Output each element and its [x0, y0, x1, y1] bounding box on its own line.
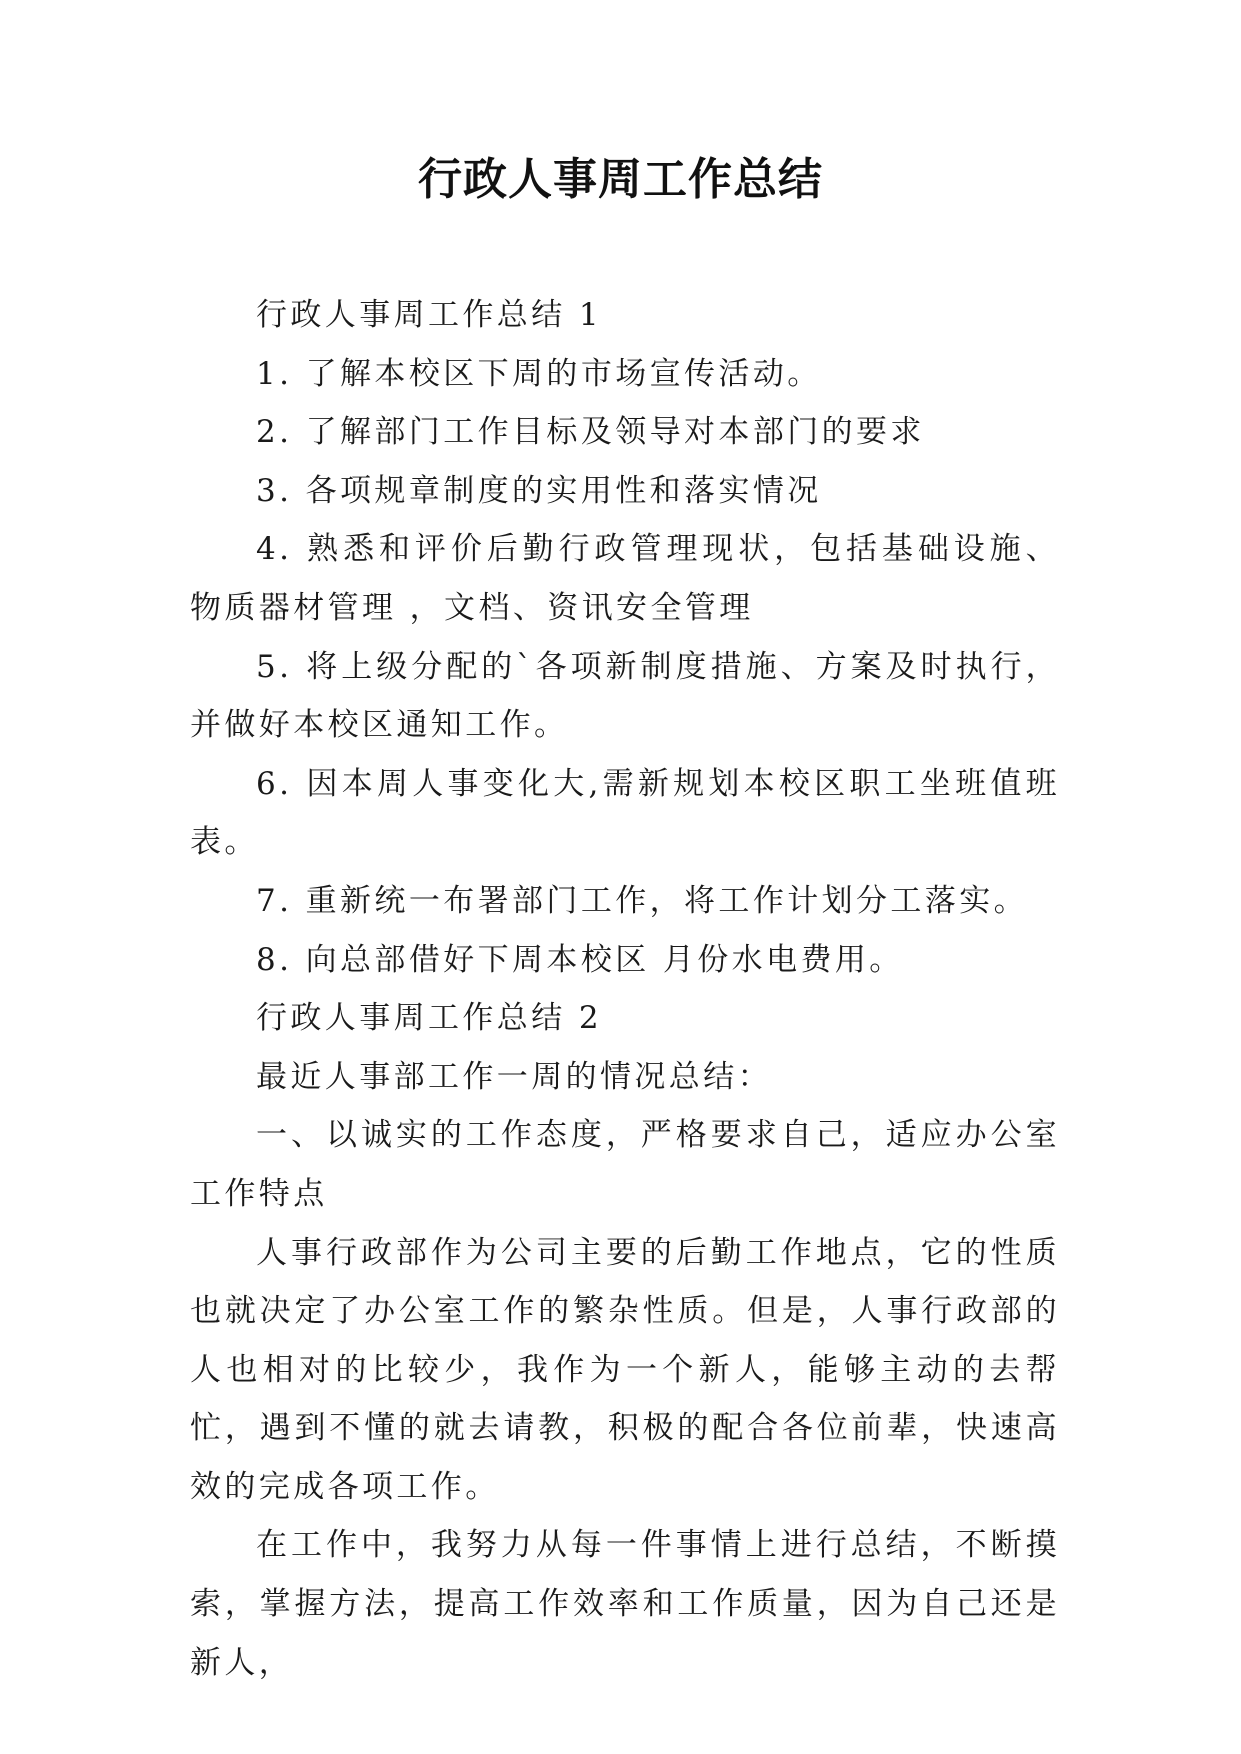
subheading-1: 一、以诚实的工作态度，严格要求自己，适应办公室工作特点 [190, 1117, 1060, 1212]
document-body [190, 286, 1060, 1692]
list-item-7: 7. 重新统一布署部门工作，将工作计划分工落实。 [256, 882, 1029, 919]
list-item-5: 5. 将上级分配的`各项新制度措施、方案及时执行，并做好本校区通知工作。 [190, 648, 1060, 744]
section-heading-1: 行政人事周工作总结 1 [256, 297, 602, 333]
section-heading-2: 行政人事周工作总结 2 [256, 1000, 602, 1037]
document-title: 行政人事周工作总结 [418, 154, 823, 205]
list-item-1: 1. 了解本校区下周的市场宣传活动。 [256, 355, 822, 392]
list-item-6: 6. 因本周人事变化大,需新规划本校区职工坐班值班表。 [190, 765, 1060, 861]
list-item-3: 3. 各项规章制度的实用性和落实情况 [256, 472, 822, 509]
list-item-8: 8. 向总部借好下周本校区 月份水电费用。 [256, 941, 904, 978]
paragraph-body-1: 人事行政部作为公司主要的后勤工作地点，它的性质也就决定了办公室工作的繁杂性质。但是，人事行政部的人也相对的比较少，我作为一个新人，能够主动的去帮忙，遇到不懂的就去请教，积极的配合各位前辈，快速高效的完成各项工作。 [190, 1234, 1060, 1505]
paragraph-intro: 最近人事部工作一周的情况总结： [256, 1058, 772, 1095]
list-item-2: 2. 了解部门工作目标及领导对本部门的要求 [256, 414, 925, 451]
paragraph-body-2: 在工作中，我努力从每一件事情上进行总结，不断摸索，掌握方法，提高工作效率和工作质量，因为自己还是新人， [190, 1527, 1060, 1681]
list-item-4: 4. 熟悉和评价后勤行政管理现状，包括基础设施、物质器材管理 ，文档、资讯安全管理 [190, 531, 1060, 626]
